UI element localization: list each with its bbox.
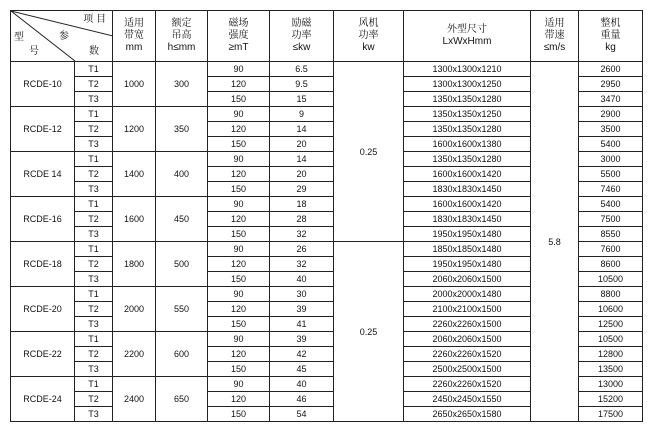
type-cell: T2 <box>75 302 113 317</box>
lift-height-cell: 300 <box>156 62 208 107</box>
field-strength-cell: 120 <box>208 347 270 362</box>
type-cell: T2 <box>75 392 113 407</box>
header-corner <box>11 11 113 62</box>
dimensions-cell: 1300x1300x1250 <box>404 77 531 92</box>
weight-cell: 13500 <box>579 362 643 377</box>
dimensions-cell: 1600x1600x1380 <box>404 137 531 152</box>
belt-width-cell: 1800 <box>113 242 156 287</box>
field-strength-cell: 120 <box>208 122 270 137</box>
type-cell: T3 <box>75 137 113 152</box>
lift-height-cell: 350 <box>156 107 208 152</box>
type-cell: T1 <box>75 377 113 392</box>
dimensions-cell: 2060x2060x1500 <box>404 332 531 347</box>
corner-count-label: 数 <box>89 46 99 57</box>
weight-cell: 10500 <box>579 272 643 287</box>
type-cell: T1 <box>75 332 113 347</box>
type-cell: T3 <box>75 407 113 422</box>
dimensions-cell: 2650x2650x1580 <box>404 407 531 422</box>
dimensions-cell: 2450x2450x1550 <box>404 392 531 407</box>
dimensions-cell: 2500x2500x1500 <box>404 362 531 377</box>
weight-cell: 8600 <box>579 257 643 272</box>
dimensions-cell: 1350x1350x1250 <box>404 107 531 122</box>
header-belt-speed: 适用 带速 ≤m/s <box>531 11 579 62</box>
weight-cell: 15200 <box>579 392 643 407</box>
weight-cell: 5400 <box>579 137 643 152</box>
lift-height-cell: 550 <box>156 287 208 332</box>
dimensions-cell: 2260x2260x1520 <box>404 377 531 392</box>
type-cell: T2 <box>75 347 113 362</box>
corner-num-label: 号 <box>29 46 39 57</box>
field-strength-cell: 90 <box>208 242 270 257</box>
dimensions-cell: 1830x1830x1450 <box>404 212 531 227</box>
excitation-power-cell: 46 <box>270 392 334 407</box>
weight-cell: 2900 <box>579 107 643 122</box>
field-strength-cell: 150 <box>208 92 270 107</box>
excitation-power-cell: 32 <box>270 227 334 242</box>
dimensions-cell: 1300x1300x1210 <box>404 62 531 77</box>
belt-width-cell: 2400 <box>113 377 156 422</box>
spec-body <box>11 62 643 422</box>
field-strength-cell: 120 <box>208 392 270 407</box>
field-strength-cell: 90 <box>208 332 270 347</box>
weight-cell: 8800 <box>579 287 643 302</box>
field-strength-cell: 90 <box>208 377 270 392</box>
type-cell: T3 <box>75 92 113 107</box>
excitation-power-cell: 40 <box>270 377 334 392</box>
type-cell: T3 <box>75 362 113 377</box>
header-dimensions: 外型尺寸 LxWxHmm <box>404 11 531 62</box>
weight-cell: 7600 <box>579 242 643 257</box>
excitation-power-cell: 45 <box>270 362 334 377</box>
excitation-power-cell: 29 <box>270 182 334 197</box>
type-cell: T1 <box>75 107 113 122</box>
weight-cell: 3500 <box>579 122 643 137</box>
type-cell: T1 <box>75 152 113 167</box>
header-weight: 整机 重量 kg <box>579 11 643 62</box>
weight-cell: 5400 <box>579 197 643 212</box>
model-cell: RCDE-20 <box>11 287 75 332</box>
belt-width-cell: 1600 <box>113 197 156 242</box>
header-fan-power: 风机 功率 kw <box>334 11 404 62</box>
header-row <box>11 11 643 62</box>
dimensions-cell: 2000x2000x1480 <box>404 287 531 302</box>
weight-cell: 10600 <box>579 302 643 317</box>
type-cell: T1 <box>75 242 113 257</box>
weight-cell: 17500 <box>579 407 643 422</box>
excitation-power-cell: 18 <box>270 197 334 212</box>
field-strength-cell: 90 <box>208 152 270 167</box>
excitation-power-cell: 26 <box>270 242 334 257</box>
field-strength-cell: 120 <box>208 212 270 227</box>
weight-cell: 7460 <box>579 182 643 197</box>
model-cell: RCDE-12 <box>11 107 75 152</box>
excitation-power-cell: 54 <box>270 407 334 422</box>
excitation-power-cell: 39 <box>270 332 334 347</box>
model-cell: RCDE-22 <box>11 332 75 377</box>
excitation-power-cell: 42 <box>270 347 334 362</box>
type-cell: T3 <box>75 317 113 332</box>
lift-height-cell: 450 <box>156 197 208 242</box>
excitation-power-cell: 14 <box>270 152 334 167</box>
dimensions-cell: 1350x1350x1280 <box>404 152 531 167</box>
excitation-power-cell: 9 <box>270 107 334 122</box>
belt-width-cell: 1200 <box>113 107 156 152</box>
fan-power-cell: 0.25 <box>334 242 404 422</box>
corner-param-label: 参 <box>59 31 69 42</box>
fan-power-cell: 0.25 <box>334 62 404 242</box>
dimensions-cell: 2260x2260x1520 <box>404 347 531 362</box>
lift-height-cell: 400 <box>156 152 208 197</box>
dimensions-cell: 1850x1850x1480 <box>404 242 531 257</box>
weight-cell: 3000 <box>579 152 643 167</box>
corner-model-label: 型 <box>14 32 24 43</box>
weight-cell: 7500 <box>579 212 643 227</box>
dimensions-cell: 1950x1950x1480 <box>404 257 531 272</box>
type-cell: T2 <box>75 212 113 227</box>
excitation-power-cell: 14 <box>270 122 334 137</box>
type-cell: T3 <box>75 182 113 197</box>
field-strength-cell: 120 <box>208 77 270 92</box>
excitation-power-cell: 40 <box>270 272 334 287</box>
weight-cell: 8550 <box>579 227 643 242</box>
dimensions-cell: 1600x1600x1420 <box>404 167 531 182</box>
weight-cell: 3470 <box>579 92 643 107</box>
field-strength-cell: 90 <box>208 62 270 77</box>
excitation-power-cell: 30 <box>270 287 334 302</box>
excitation-power-cell: 32 <box>270 257 334 272</box>
belt-width-cell: 1400 <box>113 152 156 197</box>
header-lift-height: 额定 吊高 h≤mm <box>156 11 208 62</box>
model-cell: RCDE-24 <box>11 377 75 422</box>
weight-cell: 2950 <box>579 77 643 92</box>
type-cell: T3 <box>75 227 113 242</box>
field-strength-cell: 150 <box>208 317 270 332</box>
field-strength-cell: 120 <box>208 257 270 272</box>
type-cell: T2 <box>75 167 113 182</box>
dimensions-cell: 2100x2100x1500 <box>404 302 531 317</box>
dimensions-cell: 2060x2060x1500 <box>404 272 531 287</box>
field-strength-cell: 90 <box>208 107 270 122</box>
belt-speed-cell: 5.8 <box>531 62 579 422</box>
excitation-power-cell: 41 <box>270 317 334 332</box>
dimensions-cell: 2260x2260x1500 <box>404 317 531 332</box>
header-belt-width: 适用 带宽 mm <box>113 11 156 62</box>
excitation-power-cell: 6.5 <box>270 62 334 77</box>
field-strength-cell: 150 <box>208 137 270 152</box>
header-field-strength: 磁场 强度 ≥mT <box>208 11 270 62</box>
dimensions-cell: 1350x1350x1280 <box>404 122 531 137</box>
field-strength-cell: 120 <box>208 302 270 317</box>
excitation-power-cell: 20 <box>270 137 334 152</box>
excitation-power-cell: 15 <box>270 92 334 107</box>
field-strength-cell: 150 <box>208 407 270 422</box>
model-cell: RCDE 14 <box>11 152 75 197</box>
lift-height-cell: 500 <box>156 242 208 287</box>
field-strength-cell: 150 <box>208 272 270 287</box>
model-cell: RCDE-16 <box>11 197 75 242</box>
type-cell: T1 <box>75 62 113 77</box>
excitation-power-cell: 20 <box>270 167 334 182</box>
field-strength-cell: 90 <box>208 197 270 212</box>
weight-cell: 5500 <box>579 167 643 182</box>
belt-width-cell: 1000 <box>113 62 156 107</box>
dimensions-cell: 1350x1350x1280 <box>404 92 531 107</box>
type-cell: T3 <box>75 272 113 287</box>
lift-height-cell: 600 <box>156 332 208 377</box>
type-cell: T2 <box>75 257 113 272</box>
weight-cell: 10500 <box>579 332 643 347</box>
type-cell: T1 <box>75 287 113 302</box>
excitation-power-cell: 9.5 <box>270 77 334 92</box>
weight-cell: 12500 <box>579 317 643 332</box>
belt-width-cell: 2200 <box>113 332 156 377</box>
field-strength-cell: 90 <box>208 287 270 302</box>
table-row <box>11 62 643 77</box>
weight-cell: 12800 <box>579 347 643 362</box>
excitation-power-cell: 28 <box>270 212 334 227</box>
dimensions-cell: 1600x1600x1420 <box>404 197 531 212</box>
field-strength-cell: 150 <box>208 362 270 377</box>
weight-cell: 2600 <box>579 62 643 77</box>
corner-item-label: 项 目 <box>83 14 106 25</box>
model-cell: RCDE-10 <box>11 62 75 107</box>
excitation-power-cell: 39 <box>270 302 334 317</box>
field-strength-cell: 150 <box>208 227 270 242</box>
field-strength-cell: 120 <box>208 167 270 182</box>
weight-cell: 13000 <box>579 377 643 392</box>
dimensions-cell: 1830x1830x1450 <box>404 182 531 197</box>
belt-width-cell: 2000 <box>113 287 156 332</box>
model-cell: RCDE-18 <box>11 242 75 287</box>
dimensions-cell: 1950x1950x1480 <box>404 227 531 242</box>
type-cell: T2 <box>75 77 113 92</box>
header-excitation-power: 励磁 功率 ≤kw <box>270 11 334 62</box>
spec-table <box>10 10 643 422</box>
field-strength-cell: 150 <box>208 182 270 197</box>
type-cell: T2 <box>75 122 113 137</box>
type-cell: T1 <box>75 197 113 212</box>
lift-height-cell: 650 <box>156 377 208 422</box>
